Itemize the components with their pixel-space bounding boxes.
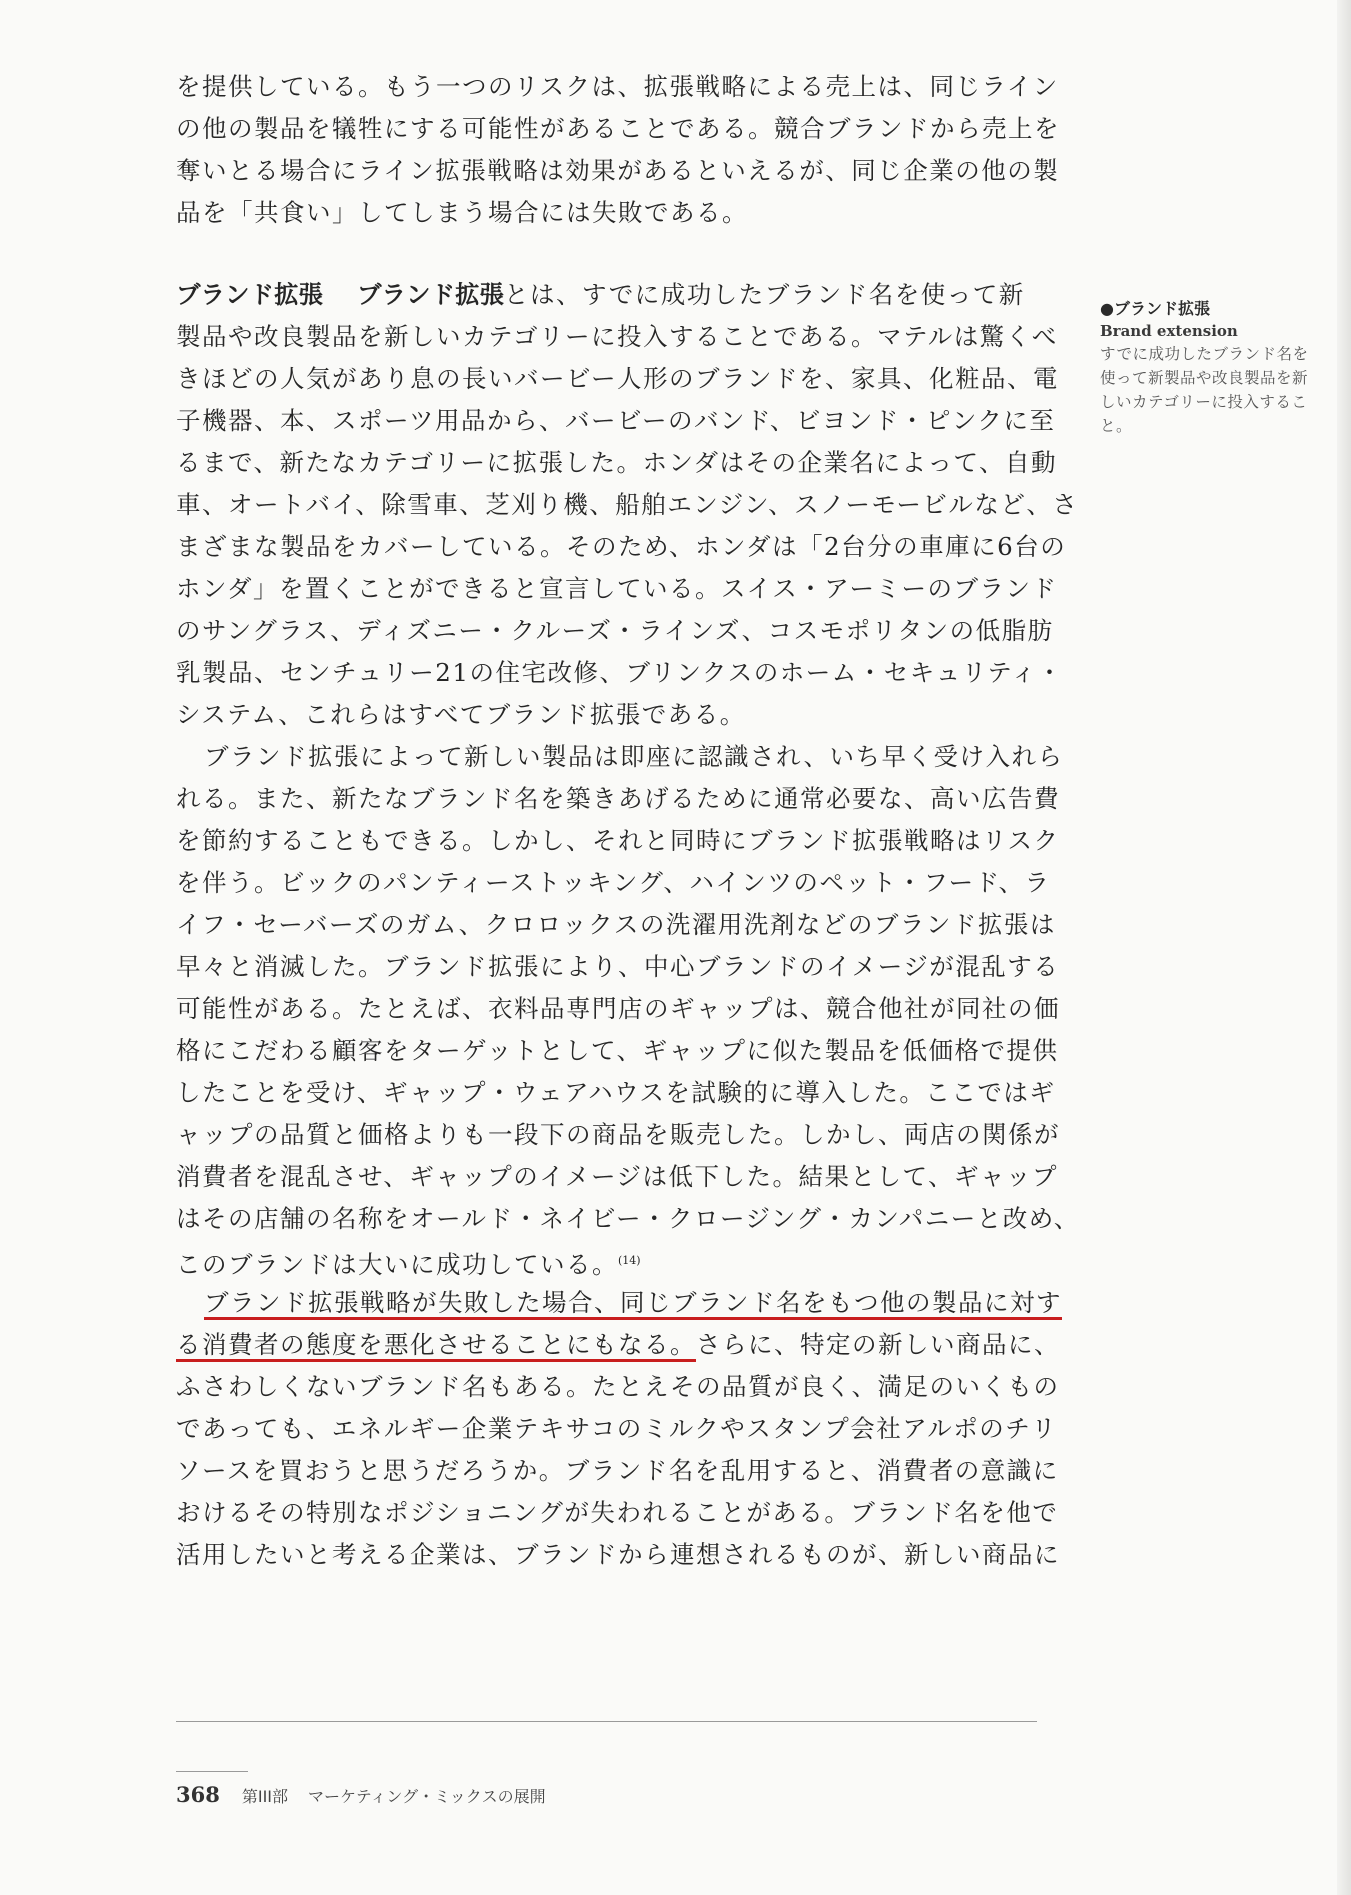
text-line: であっても、エネルギー企業テキサコのミルクやスタンプ会社アルポのチリ xyxy=(176,1414,1058,1443)
page-footer xyxy=(176,1782,546,1812)
paragraph-brand-extension xyxy=(176,274,1079,736)
text-line: を伴う。ビックのパンティーストッキング、ハインツのペット・フード、ラ xyxy=(176,868,1051,897)
text-line: 消費者を混乱させ、ギャップのイメージは低下した。結果として、ギャップ xyxy=(176,1162,1059,1191)
text-line: イフ・セーバーズのガム、クロロックスの洗濯用洗剤などのブランド拡張は xyxy=(176,910,1056,939)
text-line: を節約することもできる。しかし、それと同時にブランド拡張戦略はリスク xyxy=(176,826,1060,855)
paragraph-risk xyxy=(176,736,1080,1282)
text-span: さらに、特定の新しい商品に、 xyxy=(696,1330,1060,1359)
glossary-definition-line: すでに成功したブランド名を xyxy=(1100,345,1309,363)
text-line: ブランド拡張によって新しい製品は即座に認識され、いち早く受け入れら xyxy=(204,742,1064,771)
text-line: きほどの人気があり息の長いバービー人形のブランドを、家具、化粧品、電 xyxy=(176,364,1060,393)
text-line: るまで、新たなカテゴリーに拡張した。ホンダはその企業名によって、自動 xyxy=(176,448,1058,477)
text-line xyxy=(176,1240,1036,1282)
bottom-rule xyxy=(176,1721,1037,1722)
text-line: ソースを買おうと思うだろうか。ブランド名を乱用すると、消費者の意識に xyxy=(176,1456,1059,1485)
text-line: 早々と消滅した。ブランド拡張により、中心ブランドのイメージが混乱する xyxy=(176,952,1060,981)
text-line: 車、オートバイ、除雪車、芝刈り機、船舶エンジン、スノーモービルなど、さ xyxy=(176,490,1079,519)
text-line: れる。また、新たなブランド名を築きあげるために通常必要な、高い広告費 xyxy=(176,784,1060,813)
glossary-english: Brand extension xyxy=(1100,322,1238,340)
text-line: システム、これらはすべてブランド拡張である。 xyxy=(176,700,746,729)
glossary-definition-line: しいカテゴリーに投入するこ xyxy=(1100,393,1308,411)
underlined-passage: る消費者の態度を悪化させることにもなる。 xyxy=(176,1330,696,1359)
paragraph-intro xyxy=(176,66,1060,234)
footer-rule xyxy=(176,1771,248,1772)
text-line: ふさわしくないブランド名もある。たとえその品質が良く、満足のいくもの xyxy=(176,1372,1060,1401)
text-line: 活用したいと考える企業は、ブランドから連想されるものが、新しい商品に xyxy=(176,1540,1060,1569)
margin-glossary-note xyxy=(1100,298,1332,438)
text-span: このブランドは大いに成功している。 xyxy=(176,1250,618,1280)
text-line: の他の製品を犠牲にする可能性があることである。競合ブランドから売上を xyxy=(176,114,1060,143)
glossary-definition-line: と。 xyxy=(1100,417,1133,435)
text-line: 乳製品、センチュリー21の住宅改修、ブリンクスのホーム・セキュリティ・ xyxy=(176,658,1064,687)
text-line: 奪いとる場合にライン拡張戦略は効果があるといえるが、同じ企業の他の製 xyxy=(176,156,1060,185)
text-line: 製品や改良製品を新しいカテゴリーに投入することである。マテルは驚くべ xyxy=(176,322,1058,351)
page-edge-shadow xyxy=(1337,0,1351,1895)
footnote-reference: (14) xyxy=(618,1254,641,1267)
text-line xyxy=(176,1324,1060,1366)
text-line: 品を「共食い」してしまう場合には失敗である。 xyxy=(176,198,748,227)
text-line: ャップの品質と価格よりも一段下の商品を販売した。しかし、両店の関係が xyxy=(176,1120,1060,1149)
text-line xyxy=(176,1282,1062,1324)
page-number: 368 xyxy=(176,1782,220,1807)
text-line: 格にこだわる顧客をターゲットとして、ギャップに似た製品を低価格で提供 xyxy=(176,1036,1059,1065)
glossary-definition-line: 使って新製品や改良製品を新 xyxy=(1100,369,1309,387)
section-spacer xyxy=(176,234,1036,274)
text-line: ホンダ」を置くことができると宣言している。スイス・アーミーのブランド xyxy=(176,574,1058,603)
chapter-title: マーケティング・ミックスの展開 xyxy=(308,1787,546,1806)
text-line: のサングラス、ディズニー・クルーズ・ラインズ、コスモポリタンの低脂肪 xyxy=(176,616,1054,645)
paragraph-failure xyxy=(176,1282,1062,1576)
section-heading: ブランド拡張 xyxy=(176,280,323,309)
main-text-column xyxy=(176,66,1080,1576)
glossary-term: ●ブランド拡張 xyxy=(1100,299,1210,318)
text-line: を提供している。もう一つのリスクは、拡張戦略による売上は、同じライン xyxy=(176,72,1059,101)
part-label: 第III部 xyxy=(241,1787,289,1806)
text-line xyxy=(176,274,1036,316)
text-line: 子機器、本、スポーツ用品から、バービーのバンド、ビヨンド・ピンクに至 xyxy=(176,406,1056,435)
text-span: とは、すでに成功したブランド名を使って新 xyxy=(504,280,1025,309)
text-line: したことを受け、ギャップ・ウェアハウスを試験的に導入した。ここではギ xyxy=(176,1078,1056,1107)
text-line: おけるその特別なポジショニングが失われることがある。ブランド名を他で xyxy=(176,1498,1059,1527)
underlined-passage: ブランド拡張戦略が失敗した場合、同じブランド名をもつ他の製品に対す xyxy=(204,1288,1062,1317)
text-line: まざまな製品をカバーしている。そのため、ホンダは「2台分の車庫に6台の xyxy=(176,532,1067,561)
key-term: ブランド拡張 xyxy=(357,280,504,309)
text-line: 可能性がある。たとえば、衣料品専門店のギャップは、競合他社が同社の価 xyxy=(176,994,1060,1023)
text-line: はその店舗の名称をオールド・ネイビー・クロージング・カンパニーと改め、 xyxy=(176,1204,1080,1233)
